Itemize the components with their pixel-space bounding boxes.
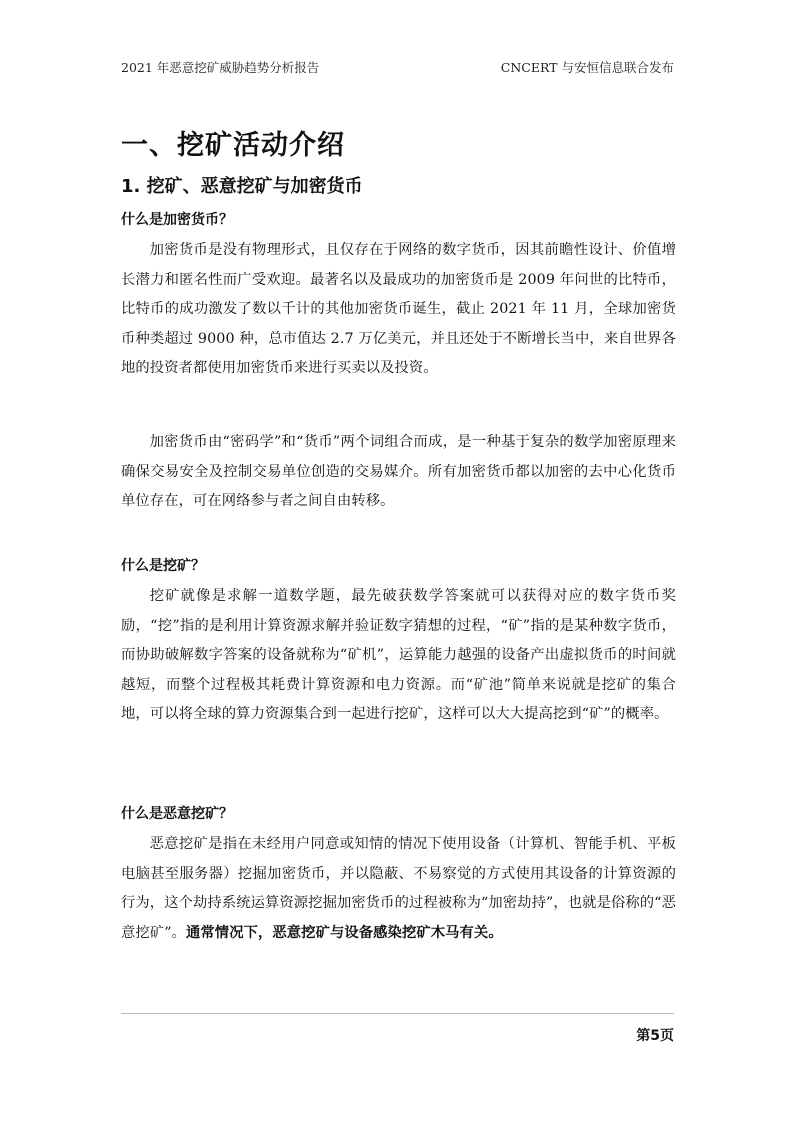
paragraph-crypto-intro: 加密货币是没有物理形式，且仅存在于网络的数字货币，因其前瞻性设计、价值增长潜力和匿名性而广受欢迎。最著名以及最成功的加密货币是 2009 年问世的比特币，比特币的成功激发了数以千计的其他加密货币诞生，截止 2021 年 11 月，全球加密货币种类超过 9000 种，总市值达 2.7 万亿美元，并且还处于不断增长当中，来自世界各地的投资者都使用加密货币来进行买卖以及投资。 [121,242,676,377]
paragraph-malicious-mining-text: 恶意挖矿是指在未经用户同意或知情的情况下使用设备（计算机、智能手机、平板电脑甚至服务器）挖掘加密货币，并以隐蔽、不易察觉的方式使用其设备的计算资源的行为，这个劫持系统运算资源挖掘加密货币的过程被称为“加密劫持”，也就是俗称的“恶意挖矿”。 [121,836,676,941]
paragraph-crypto-definition: 加密货币由“密码学”和“货币”两个词组合而成，是一种基于复杂的数学加密原理来确保交易安全及控制交易单位创造的交易媒介。所有加密货币都以加密的去中心化货币单位存在，可在网络参与者之间自由转移。 [121,434,676,510]
paragraph-mining: 挖矿就像是求解一道数学题，最先破获数学答案就可以获得对应的数字货币奖励，“挖”指的是利用计算资源求解并验证数字猜想的过程，“矿”指的是某种数字货币，而协助破解数字答案的设备就称为“矿机”，运算能力越强的设备产出虚拟货币的时间就越短，而整个过程极其耗费计算资源和电力资源。而“矿池”简单来说就是挖矿的集合地，可以将全球的算力资源集合到一起进行挖矿，这样可以大大提高挖到“矿”的概率。 [121,588,676,723]
paragraph-malicious-mining-emphasis: 通常情况下，恶意挖矿与设备感染挖矿木马有关。 [186,924,503,941]
section-title: 1. 挖矿、恶意挖矿与加密货币 [121,176,363,197]
page-number: 第5页 [636,1028,674,1044]
subsection-heading-crypto: 什么是加密货币？ [121,212,233,228]
running-header [121,60,674,76]
header-report-title: 2021 年恶意挖矿威胁趋势分析报告 [121,60,320,75]
subsection-heading-mining: 什么是挖矿？ [121,558,205,574]
chapter-title: 一、挖矿活动介绍 [121,130,345,161]
subsection-heading-malicious-mining: 什么是恶意挖矿？ [121,806,233,822]
paragraph-malicious-mining [121,830,676,948]
header-publisher: CNCERT 与安恒信息联合发布 [500,60,674,75]
footer-divider [121,1013,674,1014]
